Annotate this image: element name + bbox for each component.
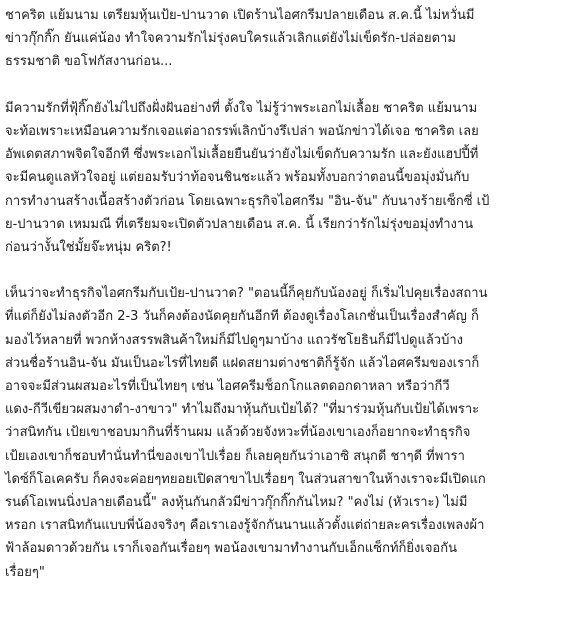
text-line: เป้ยเองเขาก็ชอบทำนั่นทำนี่ของเขาไปเรื่อย ก็เลยคุยกันว่าเอาซิ สนุกดี ชาๆดี ที่พารา <box>5 448 465 464</box>
text-line: เรื่อยๆ" <box>5 564 45 580</box>
paragraph-story <box>5 97 565 259</box>
text-line: มีความรักที่ฟุ้กิ๊กยังไม่ไปถึงฝั่งฝันอย่างที่ ตั้งใจ ไม่รู้ว่าพระเอกไม่เลื้อย ชาคริต แย้มนาม <box>5 100 478 116</box>
paragraph-intro <box>5 4 565 74</box>
text-line: ว่าสนิทกัน เป้ยเขาชอบมากินที่ร้านผม แล้วด้วยจังหวะที่น้องเขาเองก็อยากจะทำธุรกิจ <box>5 425 471 441</box>
text-line: ธรรมชาติ ขอโฟกัสงานก่อน... <box>5 54 173 70</box>
text-line: อาจจะมีส่วนผสมอะไรที่เป็นไทยๆ เช่น ไอศครีมช็อกโกแลตดอกดาหลา หรือว่ากีวี <box>5 379 450 394</box>
text-line: การทำงานสร้างเนื้อสร้างตัวก่อน โดยเฉพาะธุรกิจไอศกรีม "อิน-จัน" กับนางร้ายเซ็กซี่ เป้ <box>5 193 490 209</box>
text-line: ไดซ์ก็โอเคครับ ก็คงจะค่อยๆทยอยเปิดสาขาไปเรื่อยๆ ในส่วนสาขาในห้างเราจะมีเปิดแก <box>5 471 486 487</box>
article-body <box>5 4 565 584</box>
text-line: ชาคริต แย้มนาม เตรียมหุ้นเป้ย-ปานวาด เปิดร้านไอศกรีมปลายเดือน ส.ค.นี้ ไม่หวั่นมี <box>5 8 475 23</box>
text-line: ส่วนชื่อร้านอิน-จัน มันเป็นอะไรที่ไทยดี แฝดสยามต่างชาติก็รู้จัก แล้วไอศครีมของเราก็ <box>5 355 480 371</box>
text-line: อัพเดตสภาพจิตใจอีกที ซึ่งพระเอกไม่เลื้อยยืนยันว่ายังไม่เข็ดกับความรัก และยังแฮปปี้ที่ <box>5 147 479 163</box>
text-line: มองไว้หลายที่ พวกห้างสรรพสินค้าใหม่ก็มีไปดูๆมาบ้าง แถวรัชโยธินก็มีไปดูแล้วบ้าง <box>5 332 463 348</box>
text-line: หรอก เราสนิทกันแบบพี่น้องจริงๆ คือเราเองรู้จักกันนานแล้วตั้งแต่ถ่ายละครเรื่องเพลงผ้า <box>5 518 485 534</box>
text-line: เห็นว่าจะทำธุรกิจไอศกรีมกับเป้ย-ปานวาด? "ตอนนี้ก็คุยกับน้องอยู่ ก็เริ่มไปคุยเรื่องสถาน <box>5 286 488 302</box>
text-line: จะท้อเพราะเหมือนความรักเจอแต่อาถรรพ์เลิกบ้างรึเปล่า พอนักข่าวได้เจอ ชาคริต เลย <box>5 123 479 139</box>
text-line: ย-ปานวาด เหมมณี ที่เตรียมจะเปิดตัวปลายเดือน ส.ค. นี้ เรียกว่ารักไม่รุ่งขอมุ่งทำงาน <box>5 216 474 232</box>
text-line: รนด์โอเพนนิ่งปลายเดือนนี้" ลงหุ้นกันกลัวมีข่าวกุ๊กกิ๊กกันไหม? "คงไม่ (หัวเราะ) ไม่มี <box>5 494 468 510</box>
text-line: ฟ้าล้อมดาวด้วยกัน เราก็เจอกันเรื่อยๆ พอน้องเขามาทำงานกับเอ็กแซ็กท์ก็ยิ่งเจอกัน <box>5 541 457 557</box>
text-line: ข่าวกุ๊กกิ๊ก ยันแค่น้อง ทำใจความรักไม่รุ่งคบใครแล้วเลิกแต่ยังไม่เข็ดรัก-ปล่อยตาม <box>5 31 456 47</box>
paragraph-interview <box>5 282 565 583</box>
text-line: ก่อนว่างั้นใช่มั้ยจ๊ะหนุ่ม คริต?! <box>5 239 172 255</box>
paragraph-spacer <box>5 259 565 282</box>
text-line: แดง-กีวีเขียวผสมงาดำ-งาขาว" ทำไมถึงมาหุ้นกับเป้ยได้? "ที่มาร่วมหุ้นกับเป้ยได้เพราะ <box>5 402 480 418</box>
text-line: จะมีคนดูแลหัวใจอยู่ แต่ยอมรับว่าท้อจนชินชะแล้ว พร้อมทั้งบอกว่าตอนนี้ขอมุ่งมั่นกับ <box>5 170 470 186</box>
text-line: ที่แต่ก็ยังไม่ลงตัวอีก 2-3 วันก็คงต้องนัดคุยกันอีกที ต้องดูเรื่องโลเกชั่นเป็นเรื่องสำคัญ ก็ <box>5 309 479 325</box>
paragraph-spacer <box>5 74 565 97</box>
